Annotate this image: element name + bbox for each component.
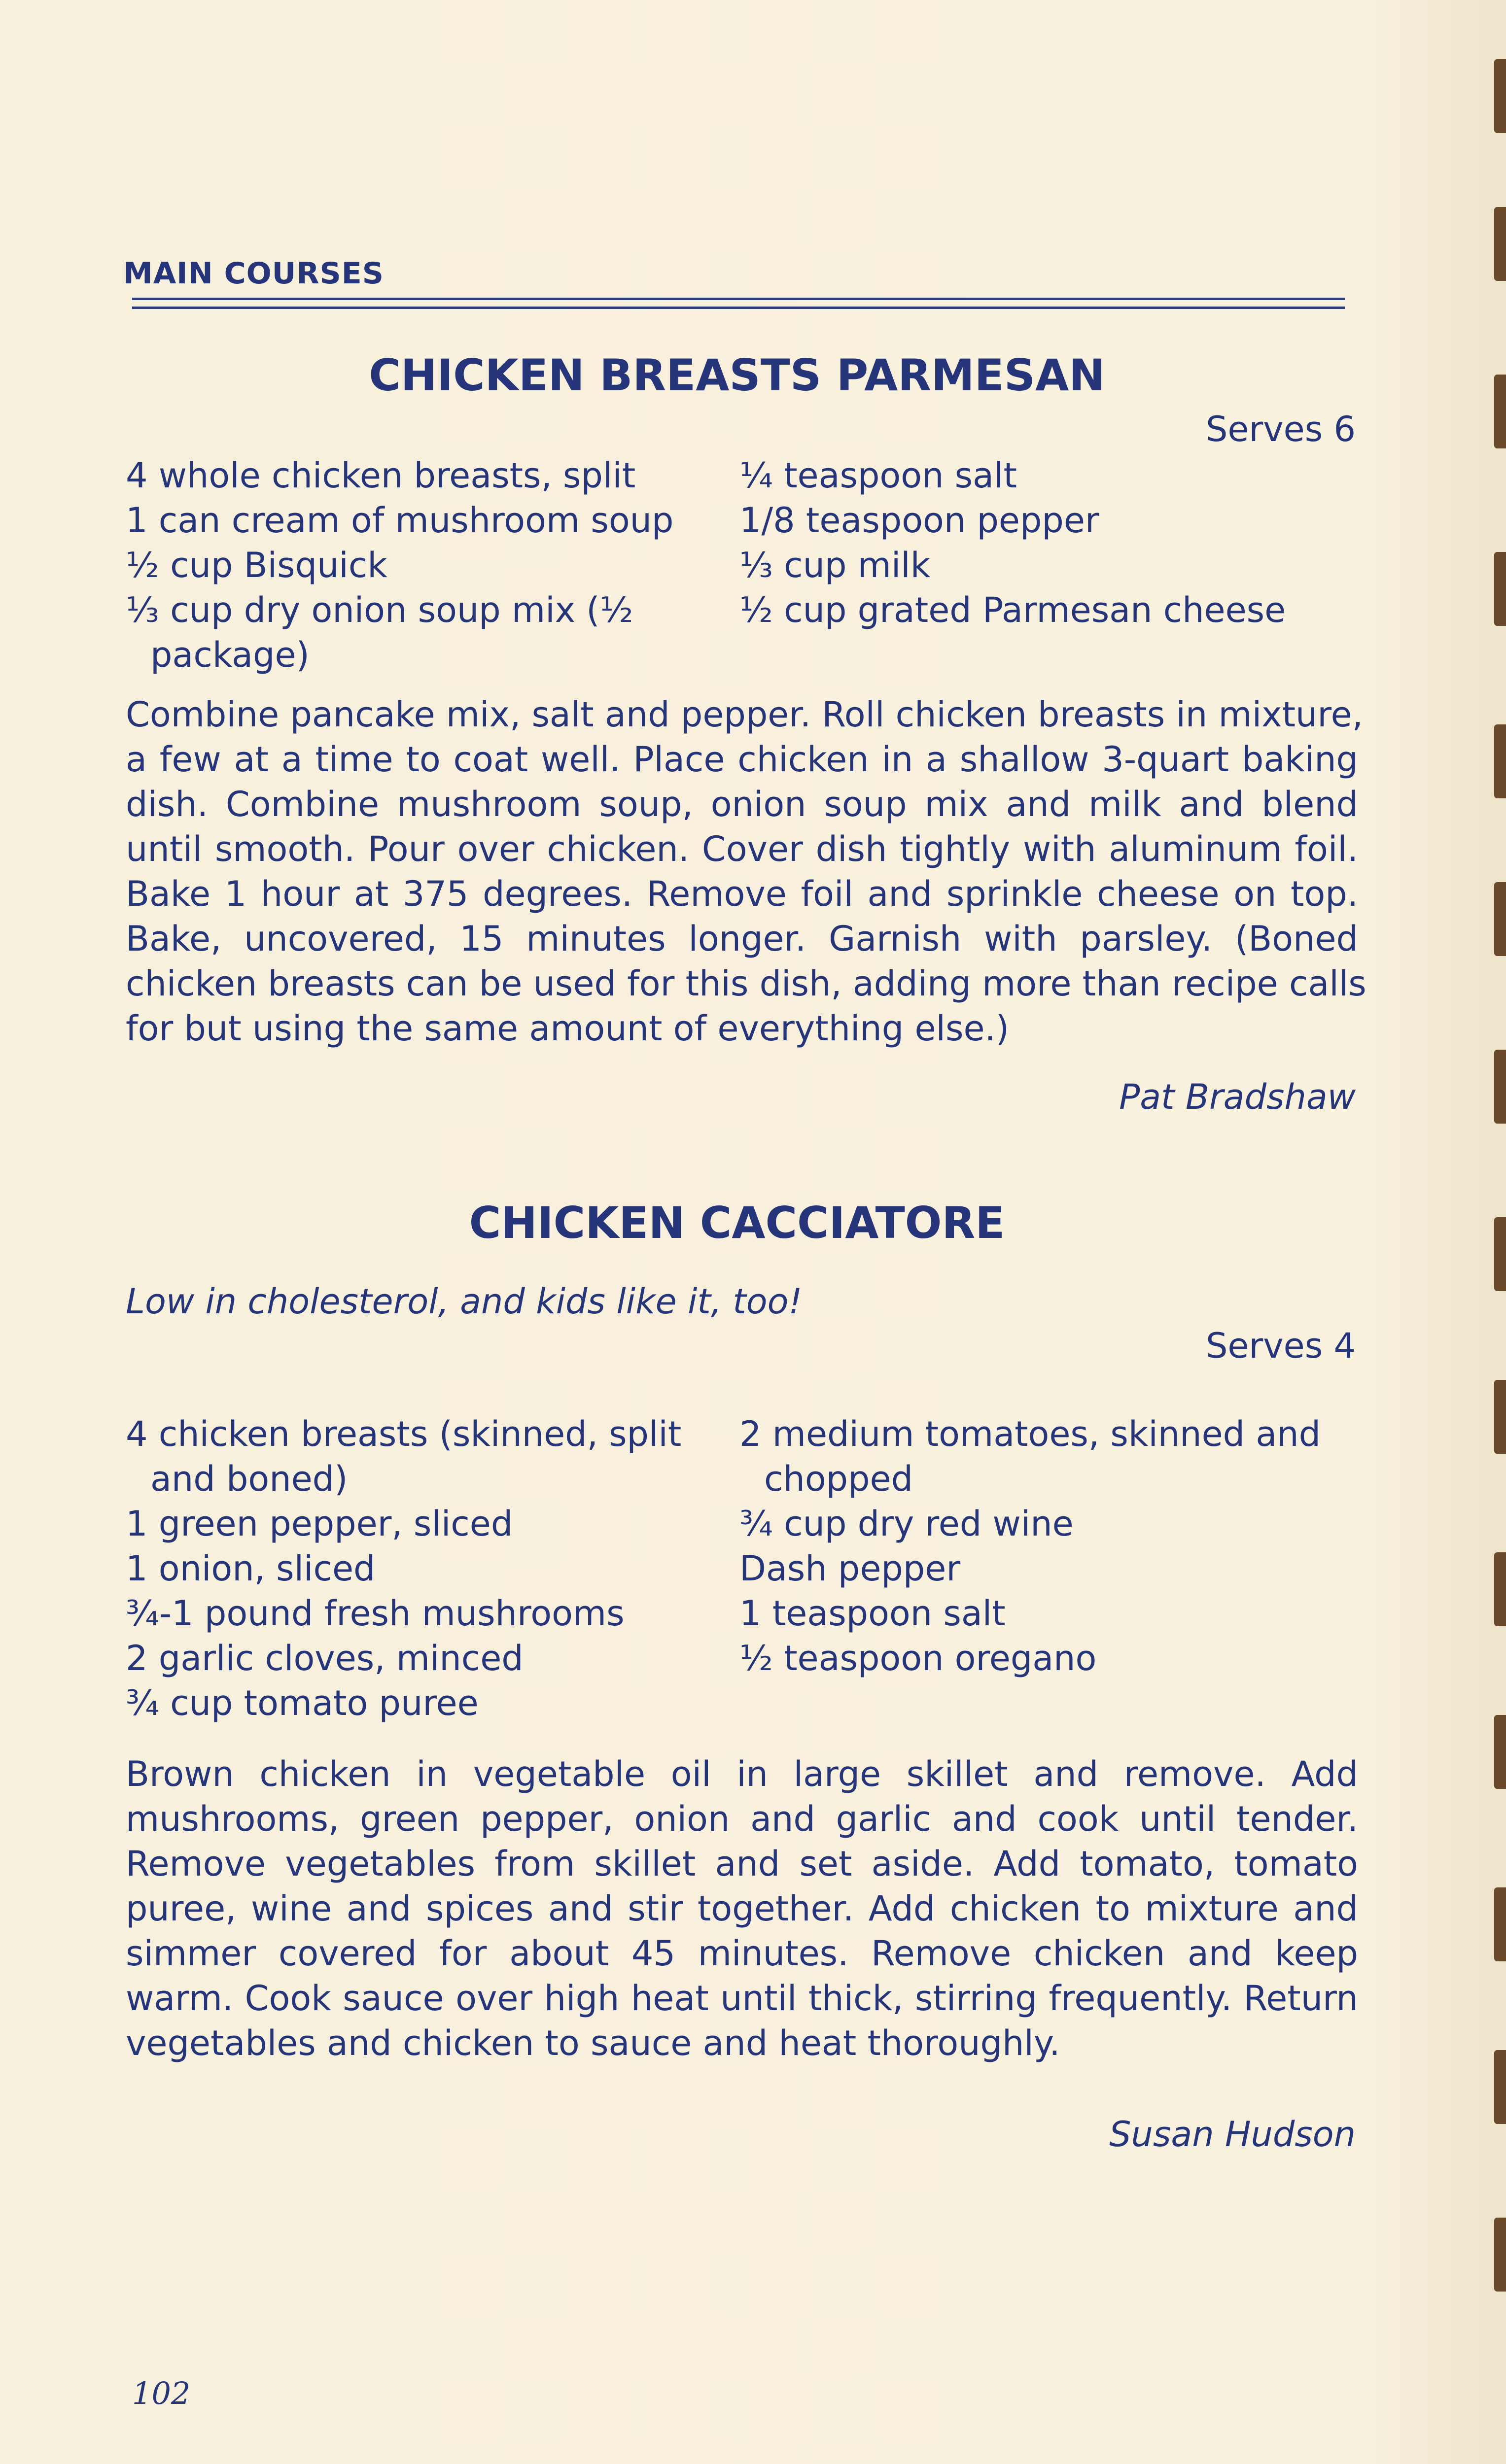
binding-ring xyxy=(1494,552,1506,626)
directions-line: until smooth. Pour over chicken. Cover dish tightly with aluminum foil. xyxy=(126,829,1358,869)
binding-ring xyxy=(1494,1217,1506,1291)
ingredient: 2 garlic cloves, minced xyxy=(126,1638,524,1678)
recipe-directions xyxy=(126,1752,1358,2066)
binding-ring xyxy=(1494,1715,1506,1789)
recipe-title: CHICKEN BREASTS PARMESAN xyxy=(369,350,1105,401)
ingredient: ⅓ cup milk xyxy=(739,545,931,585)
binding-ring xyxy=(1494,882,1506,956)
ingredient: ¾ cup tomato puree xyxy=(126,1683,479,1723)
page-number: 102 xyxy=(132,2375,191,2411)
ingredient: 1 teaspoon salt xyxy=(739,1593,1006,1634)
ingredients-left xyxy=(126,1412,737,1726)
serves-count: Serves 6 xyxy=(1205,409,1356,449)
ingredient: ⅓ cup dry onion soup mix (½ xyxy=(126,590,633,630)
ingredient: ½ teaspoon oregano xyxy=(739,1638,1097,1678)
directions-line: Combine pancake mix, salt and pepper. Roll chicken breasts in mixture, xyxy=(126,694,1363,735)
recipe-author: Susan Hudson xyxy=(1109,2114,1356,2155)
binding-ring xyxy=(1494,207,1506,281)
binding-ring xyxy=(1494,724,1506,798)
ingredient: ¾ cup dry red wine xyxy=(739,1504,1074,1544)
ingredient: 4 chicken breasts (skinned, split xyxy=(126,1414,682,1454)
ingredient: ½ cup grated Parmesan cheese xyxy=(739,590,1286,630)
ingredient: 1 onion, sliced xyxy=(126,1548,376,1589)
ingredient: 1 can cream of mushroom soup xyxy=(126,500,674,541)
ingredient: 1/8 teaspoon pepper xyxy=(739,500,1099,541)
directions-line: dish. Combine mushroom soup, onion soup mix and milk and blend xyxy=(126,784,1358,824)
ingredient: 4 whole chicken breasts, split xyxy=(126,455,636,496)
serves-count: Serves 4 xyxy=(1205,1326,1356,1366)
binding-ring xyxy=(1494,1050,1506,1124)
binding-ring xyxy=(1494,1887,1506,1961)
directions-line: for but using the same amount of everything else.) xyxy=(126,1008,1010,1049)
directions-line: mushrooms, green pepper, onion and garlic and cook until tender. xyxy=(126,1799,1358,1839)
binding-ring xyxy=(1494,375,1506,448)
binding-ring xyxy=(1494,1380,1506,1454)
header-rule xyxy=(132,298,1345,300)
directions-line: Brown chicken in vegetable oil in large skillet and remove. Add xyxy=(126,1754,1358,1794)
ingredient: chopped xyxy=(764,1459,913,1499)
directions-line: simmer covered for about 45 minutes. Remove chicken and keep xyxy=(126,1933,1358,1974)
directions-line: a few at a time to coat well. Place chicken in a shallow 3-quart baking xyxy=(126,739,1358,780)
ingredient: and boned) xyxy=(150,1459,348,1499)
ingredient: Dash pepper xyxy=(739,1548,961,1589)
recipe-title: CHICKEN CACCIATORE xyxy=(469,1198,1005,1248)
directions-line: Bake 1 hour at 375 degrees. Remove foil and sprinkle cheese on top. xyxy=(126,874,1358,914)
ingredient: 2 medium tomatoes, skinned and xyxy=(739,1414,1321,1454)
directions-line: Bake, uncovered, 15 minutes longer. Garnish with parsley. (Boned xyxy=(126,919,1358,959)
binding-ring xyxy=(1494,59,1506,133)
recipe-intro: Low in cholesterol, and kids like it, too! xyxy=(126,1281,803,1322)
ingredient: ¾-1 pound fresh mushrooms xyxy=(126,1593,625,1634)
section-label: MAIN COURSES xyxy=(123,256,384,291)
ingredients-right xyxy=(739,1412,1356,1681)
directions-line: puree, wine and spices and stir together. Add chicken to mixture and xyxy=(126,1888,1358,1929)
recipe-directions xyxy=(126,692,1366,1051)
directions-line: vegetables and chicken to sauce and heat thoroughly. xyxy=(126,2023,1060,2063)
ingredient: ¼ teaspoon salt xyxy=(739,455,1017,496)
directions-line: warm. Cook sauce over high heat until thick, stirring frequently. Return xyxy=(126,1978,1358,2019)
directions-line: Remove vegetables from skillet and set aside. Add tomato, tomato xyxy=(126,1844,1358,1884)
binding-ring xyxy=(1494,1552,1506,1626)
directions-line: chicken breasts can be used for this dish, adding more than recipe calls xyxy=(126,963,1366,1004)
binding-ring xyxy=(1494,2218,1506,2292)
ingredient: package) xyxy=(150,635,310,675)
ingredient: ½ cup Bisquick xyxy=(126,545,387,585)
binding-ring xyxy=(1494,2050,1506,2124)
recipe-author: Pat Bradshaw xyxy=(1119,1077,1356,1117)
ingredients-right xyxy=(739,453,1356,633)
ingredients-left xyxy=(126,453,737,678)
header-rule xyxy=(132,307,1345,309)
ingredient: 1 green pepper, sliced xyxy=(126,1504,513,1544)
